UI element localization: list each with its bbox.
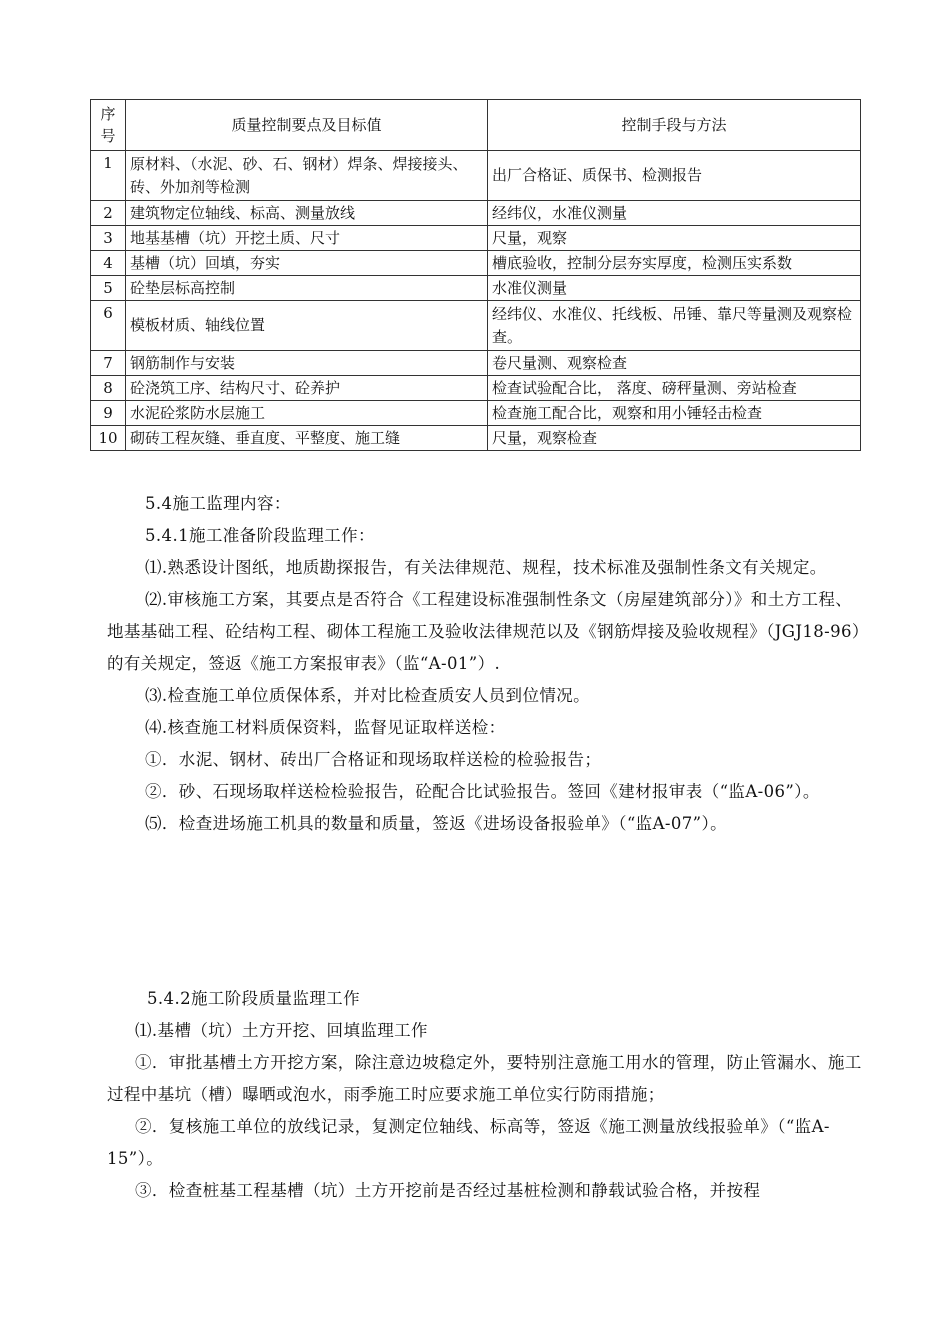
- paragraph: ②．复核施工单位的放线记录，复测定位轴线、标高等，签返《施工测量放线报验单》（“监A-15”）。: [107, 1117, 830, 1168]
- row-method: 水准仪测量: [488, 276, 861, 301]
- paragraph: ③．检查桩基工程基槽（坑）土方开挖前是否经过基桩检测和静载试验合格，并按程: [135, 1181, 761, 1200]
- row-no: 6: [91, 301, 126, 351]
- paragraph: ①．审批基槽土方开挖方案，除注意边坡稳定外，要特别注意施工用水的管理，防止管漏水、施工过程中基坑（槽）曝晒或泡水，雨季施工时应要求施工单位实行防雨措施；: [107, 1053, 862, 1104]
- paragraph: ①．水泥、钢材、砖出厂合格证和现场取样送检的检验报告；: [145, 750, 602, 769]
- row-method: 经纬仪，水准仪测量: [488, 201, 861, 226]
- quality-control-table: [90, 99, 861, 451]
- table-header-row: [91, 100, 861, 151]
- paragraph: ⑶.检查施工单位质保体系，并对比检查质安人员到位情况。: [145, 686, 591, 705]
- table-row: [91, 351, 861, 376]
- row-point: 水泥砼浆防水层施工: [126, 401, 488, 426]
- row-no: 7: [91, 351, 126, 376]
- paragraph: ⑸．检查进场施工机具的数量和质量，签返《进场设备报验单》（“监A-07”）。: [145, 814, 728, 833]
- row-point: 地基基槽（坑）开挖土质、尺寸: [126, 226, 488, 251]
- row-no: 9: [91, 401, 126, 426]
- table-row: [91, 226, 861, 251]
- header-point: 质量控制要点及目标值: [126, 100, 488, 151]
- row-point: 模板材质、轴线位置: [126, 301, 488, 351]
- row-point: 原材料、（水泥、砂、石、钢材）焊条、焊接接头、砖、外加剂等检测: [126, 151, 488, 201]
- row-no: 4: [91, 251, 126, 276]
- table-row: [91, 401, 861, 426]
- subsection-title-5-4-1: 5.4.1施工准备阶段监理工作：: [145, 526, 375, 545]
- table-row: [91, 276, 861, 301]
- row-method: 经纬仪、水准仪、托线板、吊锤、靠尺等量测及观察检查。: [488, 301, 861, 351]
- row-no: 1: [91, 151, 126, 201]
- row-no: 8: [91, 376, 126, 401]
- paragraph: ⑴.熟悉设计图纸，地质勘探报告，有关法律规范、规程，技术标准及强制性条文有关规定。: [145, 558, 827, 577]
- row-point: 砌砖工程灰缝、垂直度、平整度、施工缝: [126, 426, 488, 451]
- row-point: 砼浇筑工序、结构尺寸、砼养护: [126, 376, 488, 401]
- section-5-4-2: [107, 983, 865, 1207]
- row-method: 检查施工配合比，观察和用小锤轻击检查: [488, 401, 861, 426]
- paragraph: ②．砂、石现场取样送检检验报告，砼配合比试验报告。签回《建材报审表（“监A-06”）。: [145, 782, 820, 801]
- table-row: [91, 376, 861, 401]
- paragraph: ⑴.基槽（坑）土方开挖、回填监理工作: [135, 1021, 428, 1040]
- paragraph: ⑵.审核施工方案，其要点是否符合《工程建设标准强制性条文（房屋建筑部分）》和土方工程、地基基础工程、砼结构工程、砌体工程施工及验收法律规范以及《钢筋焊接及验收规程》（JGJ18-96）的有关规定，签返《施工方案报审表》（监“A-01”）.: [107, 590, 861, 673]
- row-no: 10: [91, 426, 126, 451]
- row-point: 建筑物定位轴线、标高、测量放线: [126, 201, 488, 226]
- table-row: [91, 426, 861, 451]
- row-point: 钢筋制作与安装: [126, 351, 488, 376]
- row-point: 基槽（坑）回填，夯实: [126, 251, 488, 276]
- row-no: 5: [91, 276, 126, 301]
- table-row: [91, 251, 861, 276]
- section-title-5-4: 5.4施工监理内容：: [145, 494, 291, 513]
- row-method: 出厂合格证、质保书、检测报告: [488, 151, 861, 201]
- header-no: 序 号: [91, 100, 126, 151]
- row-method: 检查试验配合比， 落度、磅秤量测、旁站检查: [488, 376, 861, 401]
- row-point: 砼垫层标高控制: [126, 276, 488, 301]
- paragraph: ⑷.核查施工材料质保资料，监督见证取样送检：: [145, 718, 506, 737]
- row-method: 槽底验收，控制分层夯实厚度，检测压实系数: [488, 251, 861, 276]
- row-no: 2: [91, 201, 126, 226]
- header-method: 控制手段与方法: [488, 100, 861, 151]
- table-row: [91, 201, 861, 226]
- table-row: [91, 151, 861, 201]
- row-no: 3: [91, 226, 126, 251]
- subsection-title-5-4-2: 5.4.2施工阶段质量监理工作: [147, 989, 360, 1008]
- table-row: [91, 301, 861, 351]
- row-method: 卷尺量测、观察检查: [488, 351, 861, 376]
- section-5-4: [107, 488, 865, 840]
- row-method: 尺量，观察: [488, 226, 861, 251]
- row-method: 尺量，观察检查: [488, 426, 861, 451]
